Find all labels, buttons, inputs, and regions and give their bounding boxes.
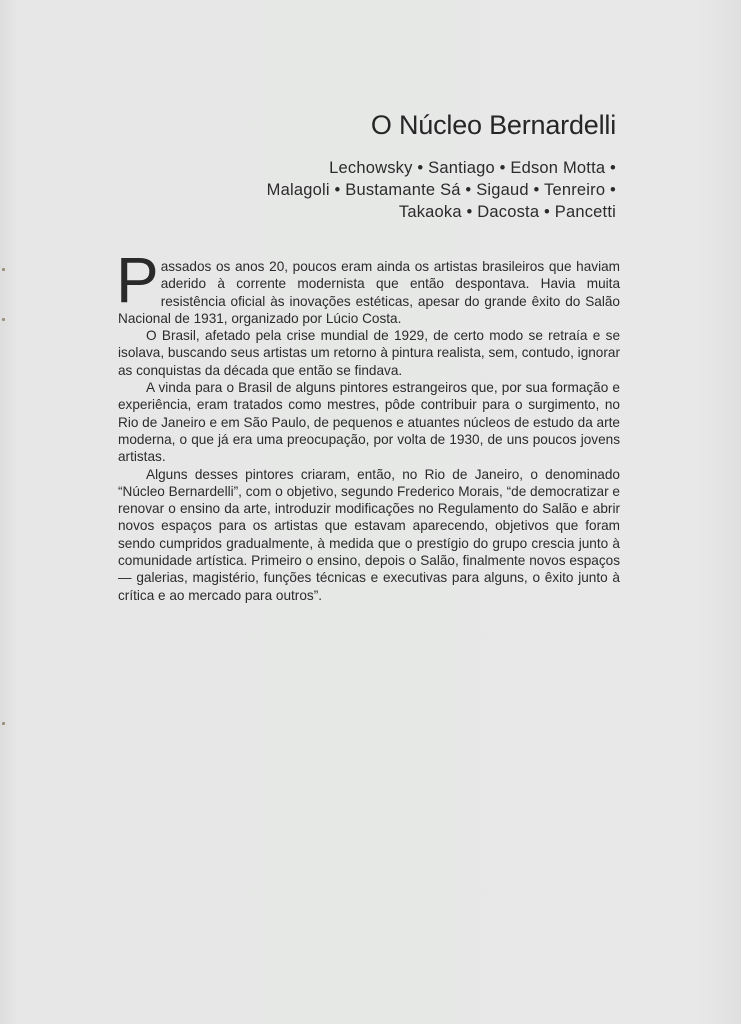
margin-mark [2,268,5,271]
chapter-header [267,110,616,223]
paragraph: O Brasil, afetado pela crise mundial de 1929, de certo modo se retraía e se isolava, buscando seus artistas um retorno à pintura realista, sem, contudo, ignorar as conquistas da década que então se findava. [118,328,620,378]
margin-mark [2,722,5,725]
paragraph-text: assados os anos 20, poucos eram ainda os artistas brasileiros que haviam aderido à corrente modernista que então despontava. Havia muita resistência oficial às inovações estéticas, apesar do grande êxito do Salão Nacional de 1931, organizado por Lúcio Costa. [118,259,620,326]
drop-cap: P [116,244,159,316]
paragraph: A vinda para o Brasil de alguns pintores estrangeiros que, por sua formação e experiência, eram tratados como mestres, pôde contribuir para o surgimento, no Rio de Janeiro e em São Paulo, de pequenos e atuantes núcleos de estudo da arte moderna, o que já era uma preocupação, por volta de 1930, de uns poucos jovens artistas. [118,380,620,465]
chapter-title: O Núcleo Bernardelli [370,110,616,140]
artist-line: Malagoli • Bustamante Sá • Sigaud • Tenreiro • [266,181,616,199]
margin-mark [2,318,5,321]
artist-list [267,157,616,223]
paragraph: Alguns desses pintores criaram, então, no Rio de Janeiro, o denominado “Núcleo Bernardelli”, com o objetivo, segundo Frederico Morais, “de democratizar e renovar o ensino da arte, introduzir modificações no Regulamento do Salão e abrir novos espaços para os artistas que estavam aparecendo, objetivos que foram sendo cumpridos gradualmente, à medida que o prestígio do grupo crescia junto à comunidade artística. Primeiro o ensino, depois o Salão, finalmente novos espaços — galerias, magistério, funções técnicas e executivas para alguns, o êxito junto à crítica e ao mercado para outros”. [118,466,620,603]
body-text [116,244,620,604]
artist-line: Lechowsky • Santiago • Edson Motta • [329,159,616,177]
artist-line: Takaoka • Dacosta • Pancetti [398,203,616,221]
paragraph [116,244,620,327]
